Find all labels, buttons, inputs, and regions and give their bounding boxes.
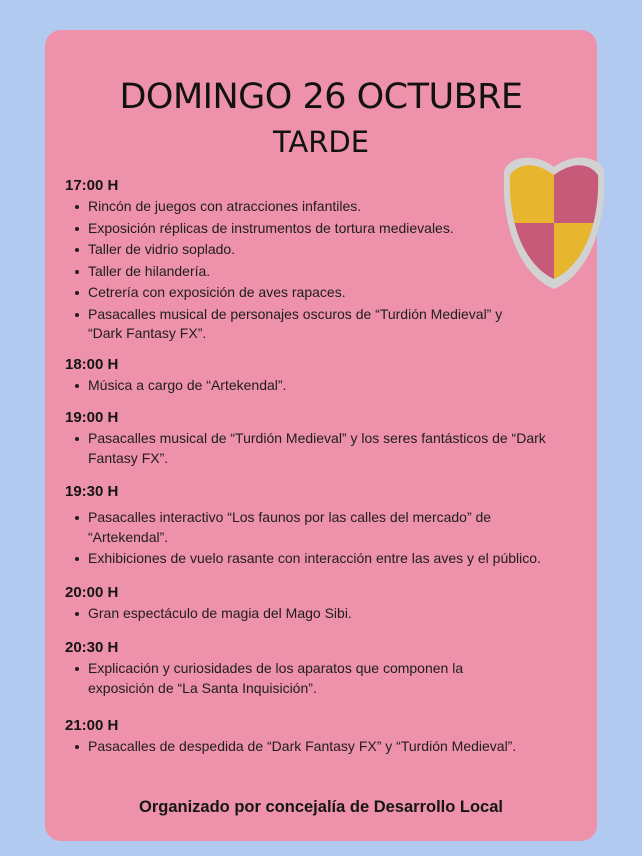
- list-item: Música a cargo de “Artekendal”.: [65, 376, 585, 396]
- list-item: Pasacalles musical de personajes oscuros de “Turdión Medieval” y “Dark Fantasy FX”.: [65, 305, 528, 344]
- list-item: Pasacalles de despedida de “Dark Fantasy FX” y “Turdión Medieval”.: [65, 737, 585, 757]
- schedule-block-1800: [65, 355, 585, 398]
- time-label: 19:00 H: [65, 409, 119, 426]
- list-item: Exhibiciones de vuelo rasante con interacción entre las aves y el público.: [65, 549, 585, 569]
- list-item: Gran espectáculo de magia del Mago Sibi.: [65, 604, 585, 624]
- time-label: 17:00 H: [65, 177, 119, 194]
- event-card: [45, 30, 597, 841]
- activity-list: [65, 197, 585, 344]
- activity-list: [65, 508, 585, 569]
- organizer-footer: Organizado por concejalía de Desarrollo Local: [138, 798, 503, 816]
- list-item: Pasacalles interactivo “Los faunos por las calles del mercado” de “Artekendal”.: [65, 508, 528, 547]
- time-label: 19:30 H: [65, 483, 119, 500]
- list-item: Cetrería con exposición de aves rapaces.: [65, 283, 585, 303]
- activity-list: [65, 429, 585, 468]
- time-label: 20:30 H: [65, 639, 119, 656]
- list-item: Explicación y curiosidades de los aparatos que componen la exposición de “La Santa Inquisición”.: [65, 659, 518, 698]
- schedule-block-2100: [65, 716, 585, 759]
- activity-list: [65, 737, 585, 757]
- schedule-block-1900: [65, 408, 585, 470]
- activity-list: [65, 659, 585, 698]
- schedule-block-2030: [65, 638, 585, 700]
- list-item: Taller de hilandería.: [65, 262, 585, 282]
- page-title: DOMINGO 26 OCTUBRE: [119, 77, 523, 117]
- list-item: Pasacalles musical de “Turdión Medieval” y los seres fantásticos de “Dark Fantasy FX”.: [65, 429, 558, 468]
- time-label: 20:00 H: [65, 584, 119, 601]
- list-item: Rincón de juegos con atracciones infantiles.: [65, 197, 585, 217]
- list-item: Exposición réplicas de instrumentos de tortura medievales.: [65, 219, 585, 239]
- activity-list: [65, 604, 585, 624]
- activity-list: [65, 376, 585, 396]
- schedule-block-1700: [65, 176, 585, 346]
- list-item: Taller de vidrio soplado.: [65, 240, 585, 260]
- schedule-block-1930: [65, 482, 585, 571]
- schedule-block-2000: [65, 583, 585, 626]
- time-label: 21:00 H: [65, 717, 119, 734]
- page-subtitle: TARDE: [272, 125, 370, 159]
- time-label: 18:00 H: [65, 356, 119, 373]
